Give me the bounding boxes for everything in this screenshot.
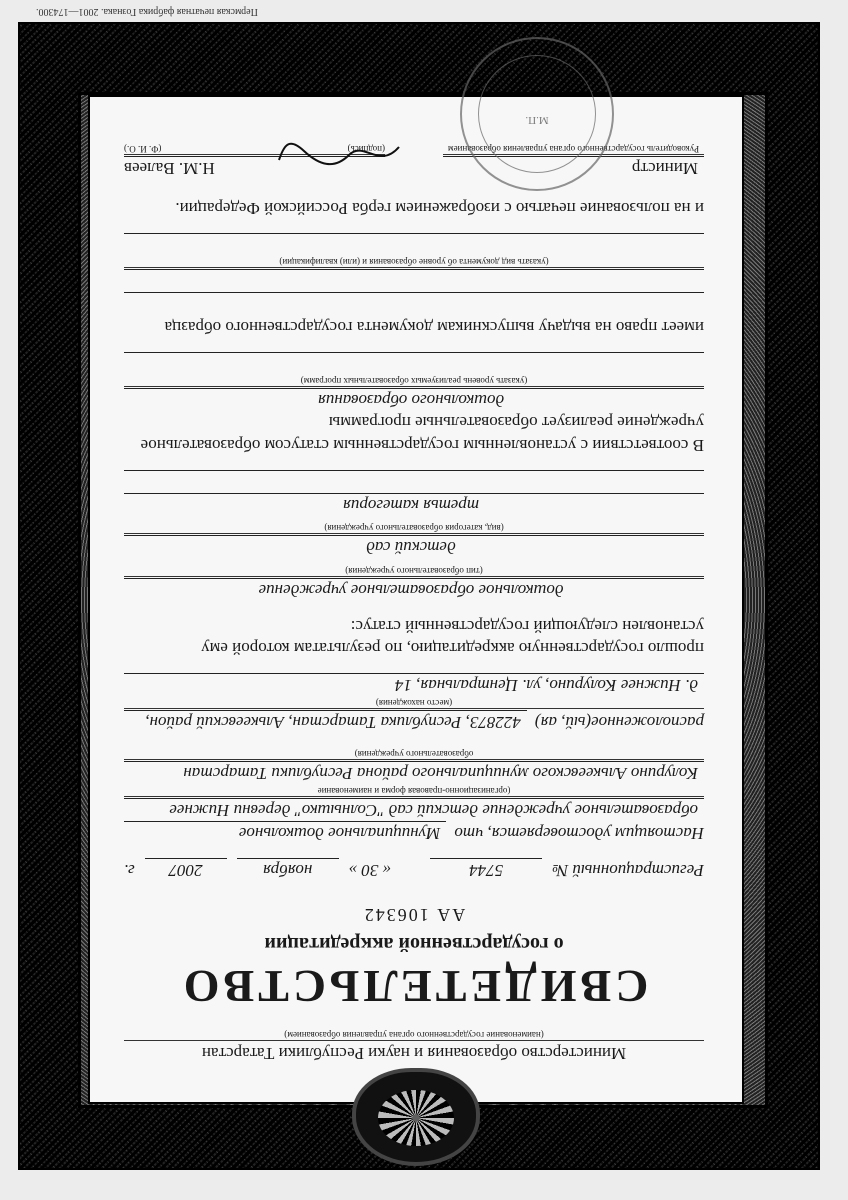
right-text: имеет право на выдачу выпускникам документа государственного образца [164,317,704,337]
official-name: Н.М. Валеев [124,156,385,179]
name-caption: (Ф. И. О.) [124,143,162,154]
reg-number: 5744 [430,858,542,881]
kind-caption: (вид, категория образовательного учреждения) [124,522,704,535]
reg-label: Регистрационный № [552,861,704,881]
signature-area [124,113,704,179]
registration-row [124,858,704,881]
compliance-text: В соответствии с установленным государственным статусом образовательное учреждение реализует образовательные программы [140,413,704,455]
date-suffix: г. [124,861,135,881]
program-caption: (указать уровень реализуемых образовательных программ) [124,375,704,388]
document-title: СВИДЕТЕЛЬСТВО [179,961,649,1013]
emblem-icon [356,1072,476,1162]
print-note: Пермская печатная фабрика Гознака. 2001—174300. [36,6,258,17]
certificate-sheet [88,95,744,1104]
type-value: дошкольное образовательное учреждение [124,578,704,601]
official-stamp [460,37,614,191]
org-line-1: Муниципальное дошкольное [124,821,446,844]
certificate-body [124,113,704,1064]
org-caption: (организационно-правовая форма и наименование [124,784,704,797]
signature-icon [274,135,404,175]
type-caption: (тип образовательного учреждения) [124,564,704,577]
rotated-content [90,97,742,1102]
status-block [124,470,704,602]
date-day: « 30 » [348,861,392,881]
passed-text: прошло государственную аккредитацию, по результатам которой ему установлен следующий государственный статус: [201,617,704,659]
location-line-2: д. Нижнее Колурино, ул. Центральная, 14 [124,673,704,696]
authority-name: Министерство образования и науки Республики Татарстан [201,1044,627,1063]
date-year: 2007 [145,858,227,881]
document-subtitle: о государственной аккредитации [264,933,564,956]
location-block [124,673,704,733]
program-value: дошкольного образования [124,388,704,411]
organization-block [124,747,704,844]
sign-caption: (подпись) [347,143,385,154]
blank-line [124,270,704,293]
blank-line [124,470,704,493]
org-caption-2: образовательного учреждения) [124,747,704,760]
location-label: расположенное(ый, ая) [534,713,704,733]
authority-caption: (наименование государственного органа управления образованием) [124,1028,704,1041]
date-month: ноября [237,858,339,881]
blank-line [124,293,704,316]
location-caption: (место нахождения) [124,697,704,710]
head-caption: Руководитель государственного органа управления образованием [443,142,704,155]
number: 106342 [362,905,429,926]
blank-line [124,352,704,375]
series: АА [435,905,466,926]
category-value: третья категория [124,493,704,516]
seal-text: и на пользование печатью с изображением герба Российской Федерации. [175,198,704,218]
blank-line [124,233,704,256]
stamp-mp: М.П. [525,113,549,126]
org-line-2: образовательное учреждение детский сад "Солнышко" деревни Нижнее [124,798,704,821]
org-line-3: Колурино Алькеевского муниципального района Республики Татарстан [124,761,704,784]
right-caption: (указать вид документа об уровне образования и (или) квалификации) [124,256,704,269]
location-line-1: 422873, Республика Татарстан, Алькеевский район, [124,710,527,733]
kind-value: детский сад [124,535,704,558]
series-number [124,903,704,926]
certify-label: Настоящим удостоверяется, что [454,823,704,843]
minister-label: Министр [443,156,704,179]
